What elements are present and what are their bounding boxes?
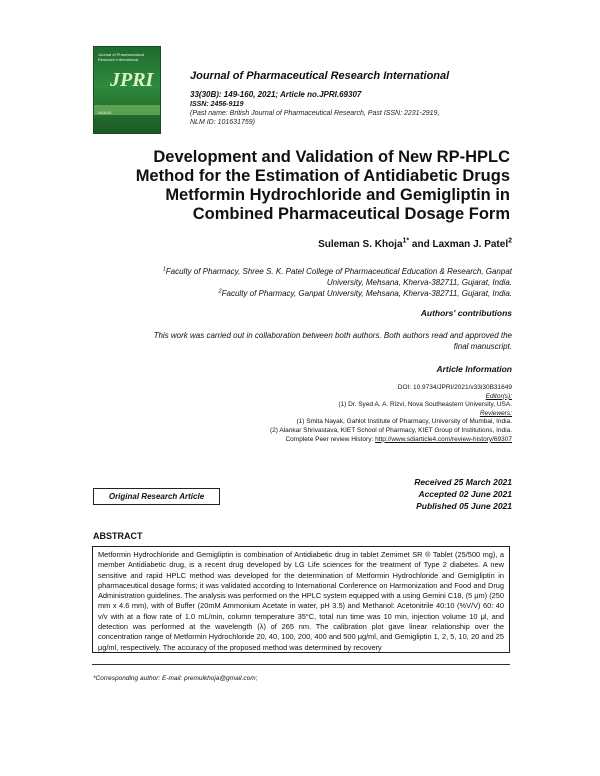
cover-footer: NLM ID bbox=[98, 110, 112, 115]
volume-line: 33(30B): 149-160, 2021; Article no.JPRI.69307 bbox=[190, 90, 362, 99]
abstract-text: Metformin Hydrochloride and Gemigliptin is combination of Antidiabetic drug in tablet Zemimet SR ® Tablet (25/500 mg), a member Antidiabetic drug, is a recent drug developed by LG Life sciences for the treatment of Type 2 diabetes. A new sensitive and rapid HPLC method was developed for the determination of Metformin Hydrochloride and Gemigliptin in pharmaceutical dosage forms; it was validated according to International Conference on Harmonization and Food and Drug Administration guidelines. The analysis was performed on the HPLC system equipped with a using Gemini C18, (5 μm) (250 mm x 4.6 mm), with of Buffer (20mM Ammonium Acetate in water, pH 3.5) and Methanol: Acetonitrile 40:10 (%V/V) 60: 40 v/v with at a flow rate of 1.0 mL/min, column temperature 35°C, total run time was 10 min, injection volume 10 μl, and detection was performed at the wavelength (λ) of 265 nm. The calibration plot gave linear relationship over the concentration range of Metformin Hydrochloride 20, 40, 100, 200, 400 and 500 μg/ml, and Gemigliptin 1, 2, 5, 10, 20 and 25 μg/ml, respectively. The accuracy of the proposed method was determined by recovery bbox=[98, 550, 504, 652]
contributions-heading: Authors' contributions bbox=[420, 308, 512, 318]
journal-name: Journal of Pharmaceutical Research International bbox=[190, 70, 450, 82]
author-1-mark: 1* bbox=[402, 237, 410, 245]
title-line: Combined Pharmaceutical Dosage Form bbox=[192, 205, 510, 223]
dates bbox=[414, 476, 512, 512]
authors bbox=[318, 239, 512, 250]
aff1-mark: 1 bbox=[162, 266, 166, 273]
editors-label: Editor(s): bbox=[485, 392, 512, 400]
doi: DOI: 10.9734/JPRI/2021/v33i30B31649 bbox=[397, 384, 512, 391]
affiliations bbox=[92, 266, 512, 299]
issn: ISSN: 2456-9119 bbox=[190, 101, 244, 108]
contrib-line2: final manuscript. bbox=[453, 342, 512, 351]
abstract-heading: ABSTRACT bbox=[93, 531, 143, 541]
author-2: Laxman J. Patel bbox=[432, 239, 509, 250]
peer-review-history bbox=[92, 436, 512, 445]
reviewer-1: (1) Smita Nayak, Gahlot Institute of Pharmacy, University of Mumbai, India. bbox=[296, 418, 512, 426]
contrib-line1: This work was carried out in collaboration between both authors. Both authors read and approved the bbox=[153, 331, 512, 340]
aff2-line1: Faculty of Pharmacy, Ganpat University, Mehsana, Kherva-382711, Gujarat, India. bbox=[221, 289, 512, 298]
received-date: Received 25 March 2021 bbox=[414, 477, 512, 487]
contributions-text bbox=[82, 330, 512, 352]
affiliation-1-cont: University, Mehsana, Kherva-382711, Gujarat, India. bbox=[326, 278, 512, 287]
editor-1: (1) Dr. Syed A. A. Rizvi, Nova Southeastern University, USA. bbox=[338, 401, 512, 409]
author-2-mark: 2 bbox=[508, 237, 512, 245]
article-info-heading: Article Information bbox=[436, 364, 512, 374]
title-line: Development and Validation of New RP-HPLC bbox=[153, 148, 510, 166]
cover-logo: JPRI bbox=[110, 69, 154, 91]
published-date: Published 05 June 2021 bbox=[416, 501, 512, 511]
article-info bbox=[92, 384, 512, 444]
article-title bbox=[120, 148, 510, 224]
corresponding-author-note: *Corresponding author: E-mail: premulkhoja@gmail.com; bbox=[93, 675, 258, 682]
reviewers-label: Reviewers: bbox=[479, 409, 512, 417]
journal-cover-image bbox=[93, 46, 161, 134]
article-type-box: Original Research Article bbox=[93, 488, 220, 505]
aff1-line1: Faculty of Pharmacy, Shree S. K. Patel College of Pharmaceutical Education & Research, Ganpat bbox=[165, 267, 512, 276]
past-name-line2: NLM ID: 101631759) bbox=[190, 119, 255, 126]
aff2-mark: 2 bbox=[218, 288, 222, 295]
author-connector: and bbox=[409, 239, 433, 250]
peer-review-link[interactable]: http://www.sdiarticle4.com/review-history/69307 bbox=[375, 435, 512, 443]
title-line: Method for the Estimation of Antidiabetic Drugs bbox=[135, 167, 510, 185]
reviewer-2: (2) Alankar Shrivastava, KIET School of Pharmacy, KIET Group of Institutions, India. bbox=[269, 426, 512, 434]
accepted-date: Accepted 02 June 2021 bbox=[418, 489, 512, 499]
author-1: Suleman S. Khoja bbox=[318, 239, 403, 250]
footnote-divider bbox=[92, 664, 510, 665]
past-name-line1: (Past name: British Journal of Pharmaceutical Research, Past ISSN: 2231-2919, bbox=[190, 110, 440, 117]
affiliation-2 bbox=[92, 288, 512, 299]
title-line: Metformin Hydrochloride and Gemigliptin in bbox=[165, 186, 510, 204]
affiliation-1 bbox=[92, 266, 512, 277]
past-name bbox=[190, 109, 520, 127]
peer-review-label: Complete Peer review History: bbox=[285, 435, 376, 443]
abstract-box bbox=[92, 546, 510, 653]
cover-title: Journal of Pharmaceutical Research International bbox=[98, 52, 145, 62]
